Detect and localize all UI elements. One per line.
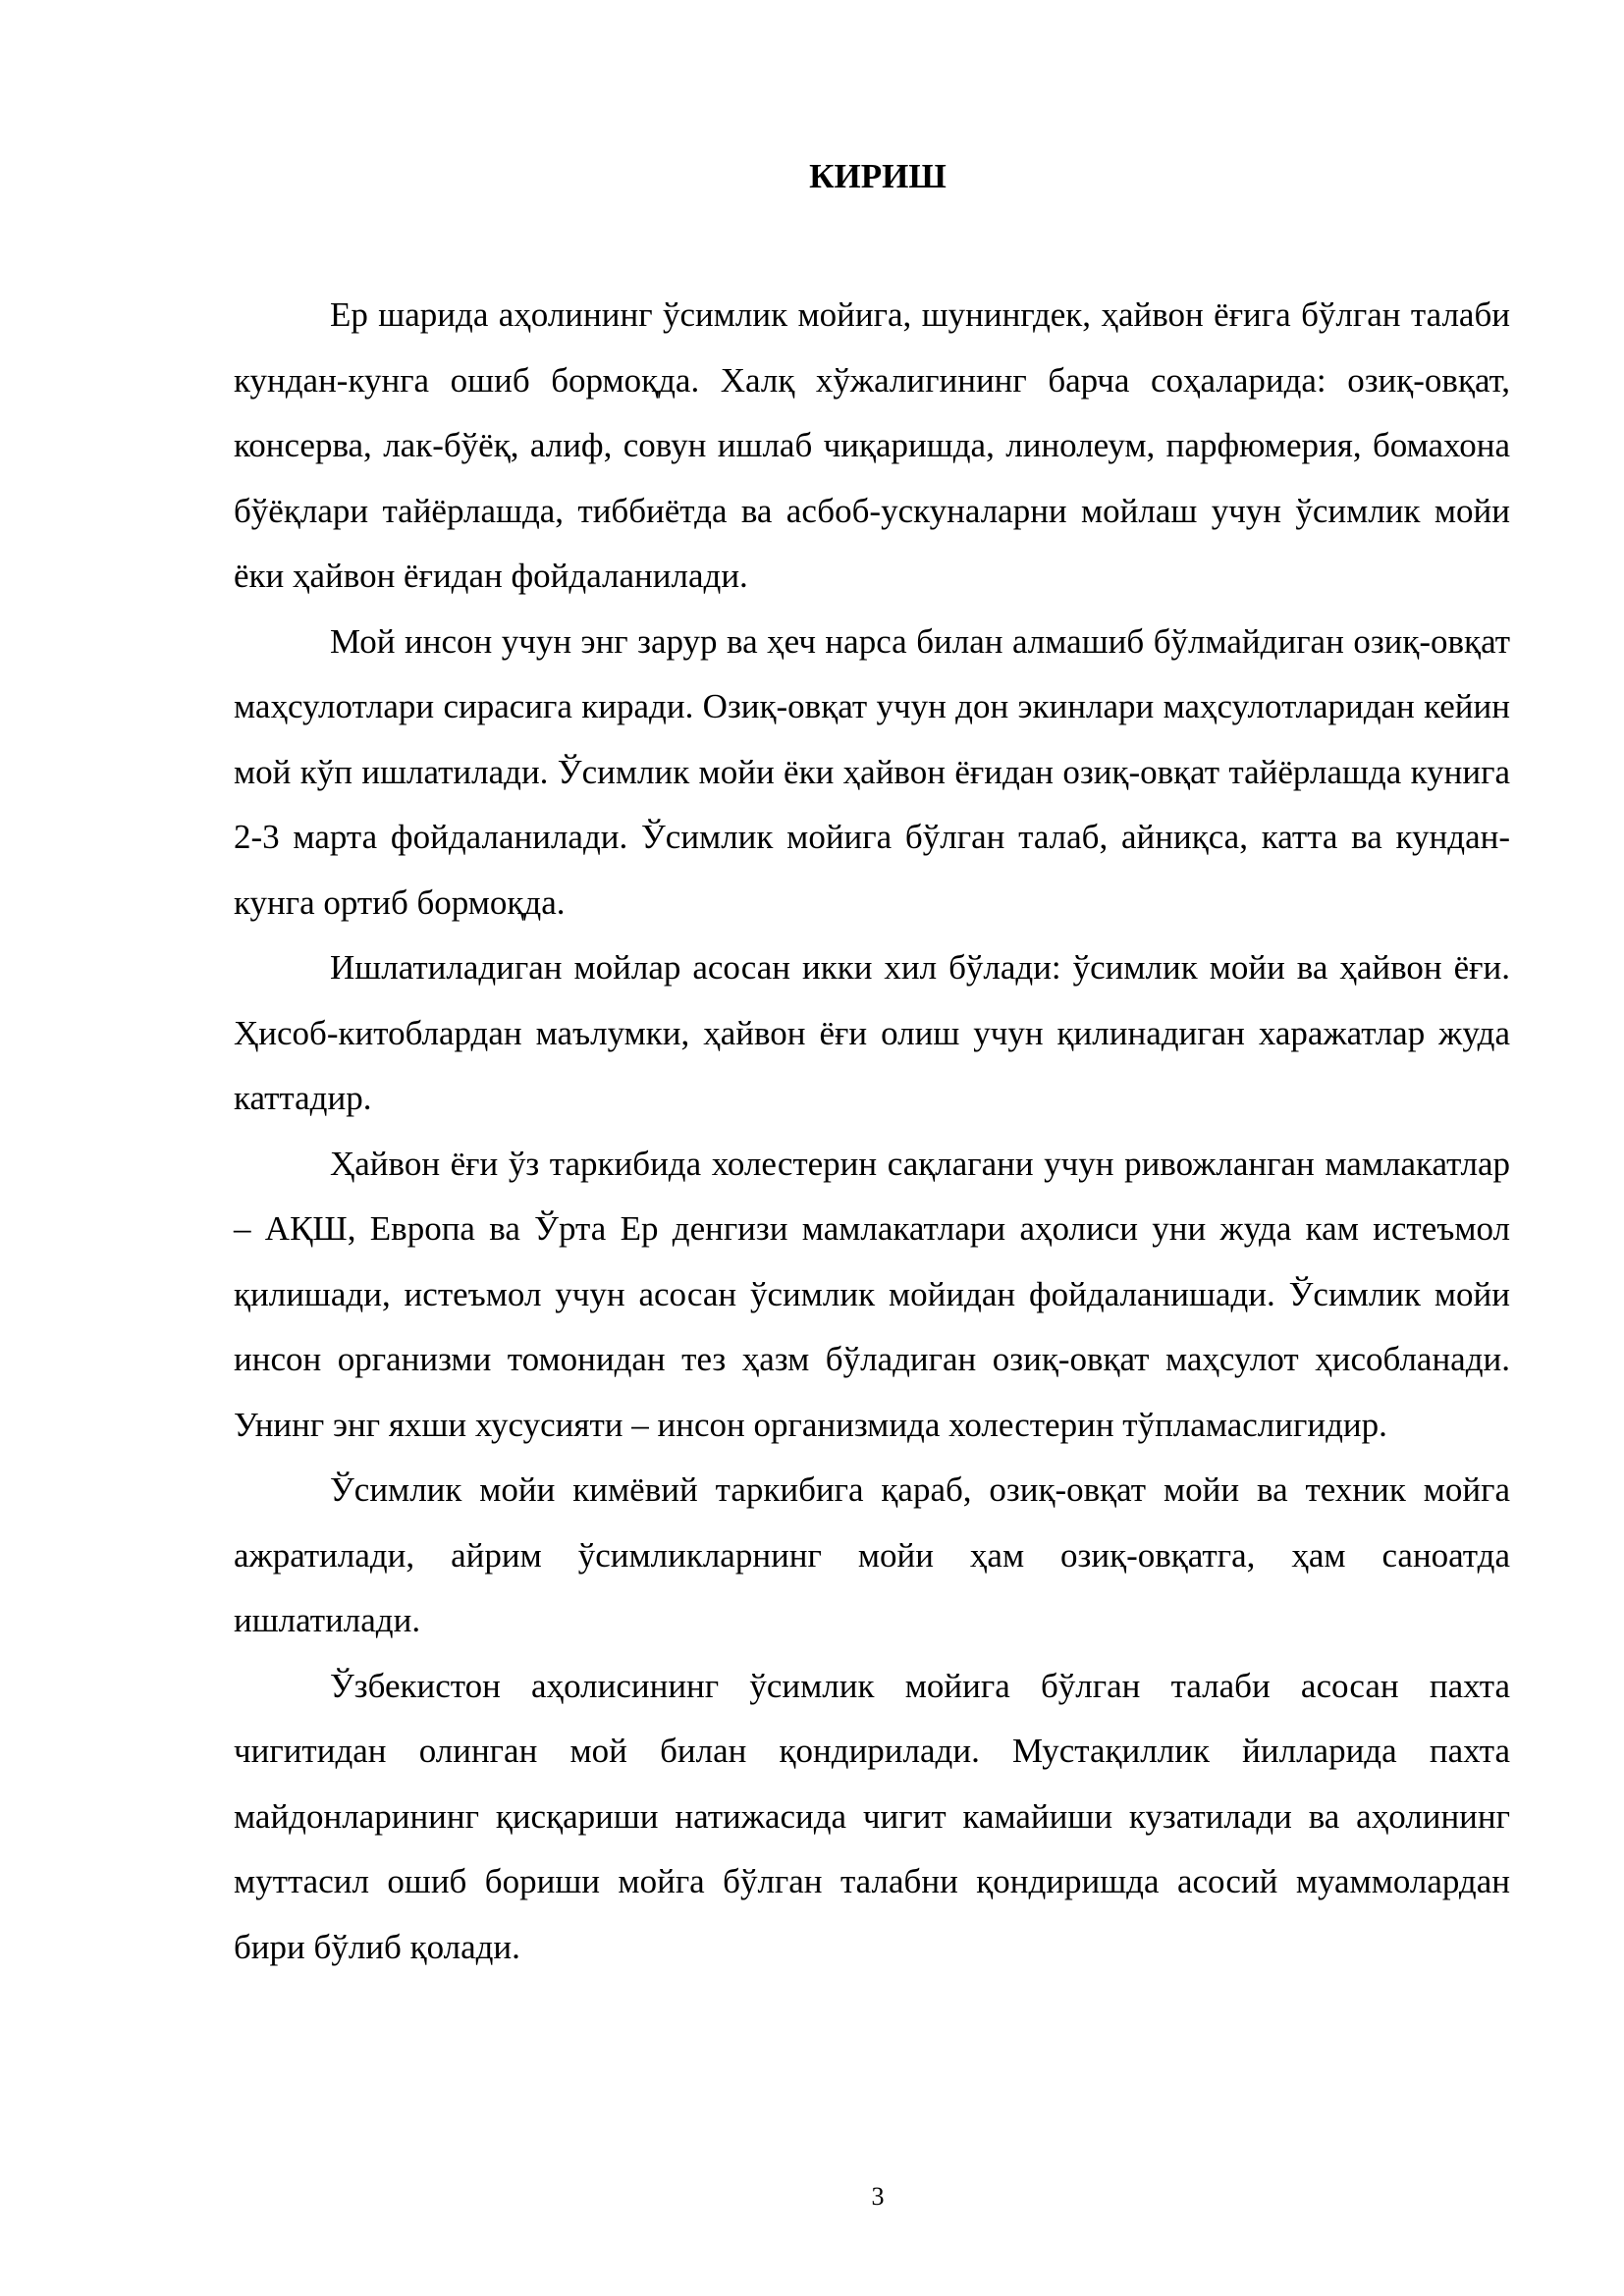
- paragraph-6: Ўзбекистон аҳолисининг ўсимлик мойига бўлган талаби асосан пахта чигитидан олинган мой билан қондирилади. Мустақиллик йилларида пахта майдонларининг қисқариши натижасида чигит камайиши кузатилади ва аҳолининг муттасил ошиб бориши мойга бўлган талабни қондиришда асосий муаммолардан бири бўлиб қолади.: [234, 1666, 1510, 1966]
- body-text: [234, 283, 1510, 1980]
- paragraph-2: Мой инсон учун энг зарур ва ҳеч нарса билан алмашиб бўлмайдиган озиқ-овқат маҳсулотлари сирасига киради. Озиқ-овқат учун дон экинлари маҳсулотларидан кейин мой кўп ишлатилади. Ўсимлик мойи ёки ҳайвон ёғидан озиқ-овқат тайёрлашда кунига 2-3 марта фойдаланилади. Ўсимлик мойига бўлган талаб, айниқса, катта ва кундан-кунга ортиб бормоқда.: [234, 621, 1510, 922]
- paragraph-5: Ўсимлик мойи кимёвий таркибига қараб, озиқ-овқат мойи ва техник мойга ажратилади, айрим ўсимликларнинг мойи ҳам озиқ-овқатга, ҳам саноатда ишлатилади.: [234, 1470, 1510, 1639]
- paragraph-4: Ҳайвон ёғи ўз таркибида холестерин сақлагани учун ривожланган мамлакатлар – АҚШ, Европа ва Ўрта Ер денгизи мамлакатлари аҳолиси уни жуда кам истеъмол қилишади, истеъмол учун асосан ўсимлик мойидан фойдаланишади. Ўсимлик мойи инсон организми томонидан тез ҳазм бўладиган озиқ-овқат маҳсулот ҳисобланади. Унинг энг яхши хусусияти – инсон организмида холестерин тўпламаслигидир.: [234, 1144, 1510, 1444]
- paragraph-1: Ер шарида аҳолининг ўсимлик мойига, шунингдек, ҳайвон ёғига бўлган талаби кундан-кунга ошиб бормоқда. Халқ хўжалигининг барча соҳаларида: озиқ-овқат, консерва, лак-бўёқ, алиф, совун ишлаб чиқаришда, линолеум, парфюмерия, бомахона бўёқлари тайёрлашда, тиббиётда ва асбоб-ускуналарни мойлаш учун ўсимлик мойи ёки ҳайвон ёғидан фойдаланилади.: [234, 295, 1510, 595]
- page-title: КИРИШ: [809, 157, 947, 195]
- page-number: 3: [871, 2182, 885, 2211]
- paragraph-3: Ишлатиладиган мойлар асосан икки хил бўлади: ўсимлик мойи ва ҳайвон ёғи. Ҳисоб-китоблардан маълумки, ҳайвон ёғи олиш учун қилинадиган харажатлар жуда каттадир.: [234, 948, 1510, 1117]
